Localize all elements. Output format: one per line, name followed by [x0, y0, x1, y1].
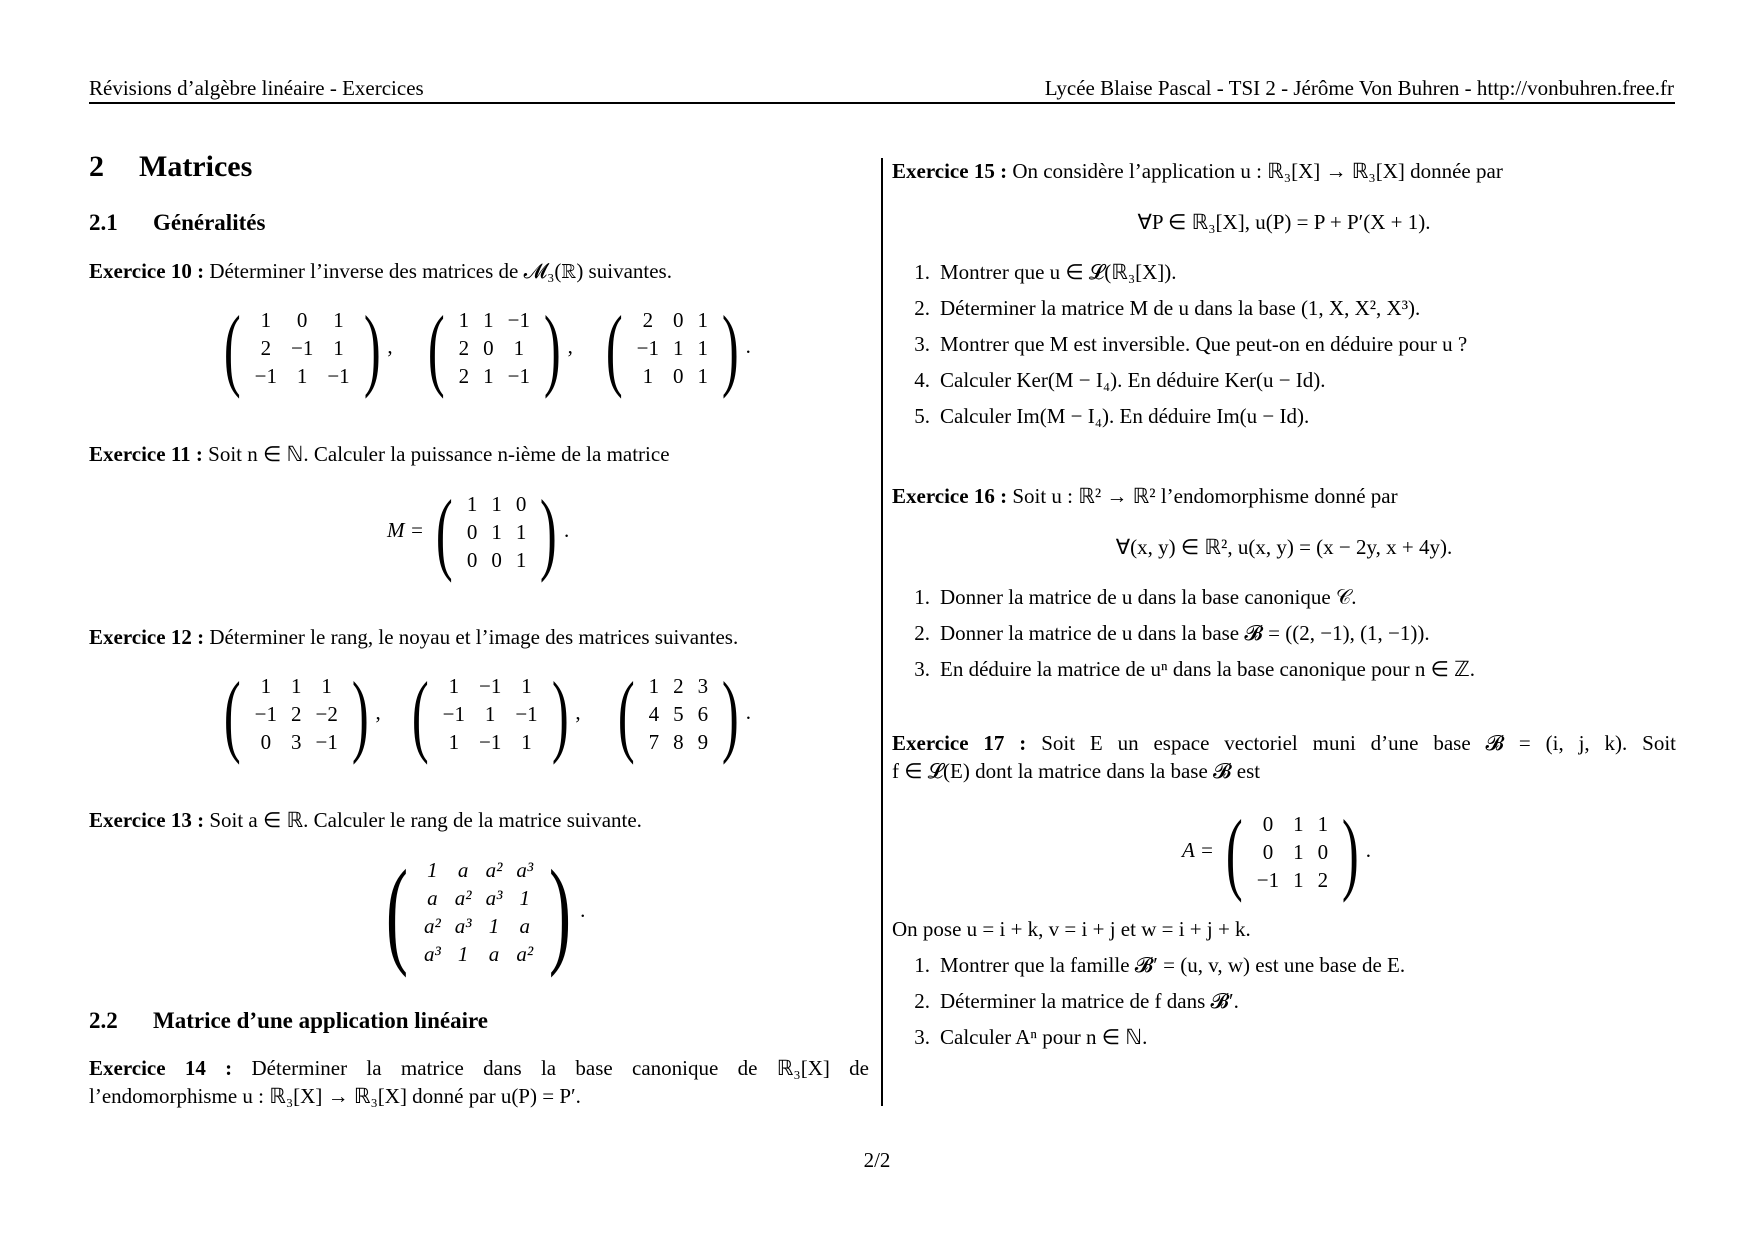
matrix-cell: 1 [697, 307, 708, 332]
matrix-row [248, 728, 345, 756]
matrix-row [436, 700, 545, 728]
matrix-cell: 1 [427, 857, 438, 882]
paren-left: ( [605, 297, 623, 399]
period: . [1365, 837, 1371, 862]
ex15-text: On considère l’application u : ℝ₃[X] → ℝ₃[X] donnée par [1012, 159, 1503, 183]
matrix-cell: −2 [315, 701, 338, 726]
matrix-cell: 1 [491, 519, 502, 544]
paren-right: ) [351, 663, 369, 765]
ex16-item-1: 1. Donner la matrice de u dans la base canonique 𝒞. [914, 585, 1357, 609]
paren-left: ( [617, 663, 635, 765]
paren-left: ( [223, 663, 241, 765]
matrix-cell: −1 [442, 701, 465, 726]
ex17-line2: f ∈ 𝓛(E) dont la matrice dans la base 𝓑 est [892, 759, 1261, 783]
matrix-cell: 1 [515, 519, 527, 544]
ex17-pose: On pose u = i + k, v = i + j et w = i + j + k. [892, 917, 1251, 941]
matrix-cell: 0 [672, 363, 684, 388]
subsection-2-title: Matrice d’une application linéaire [153, 1008, 488, 1033]
ex16-item-3: 3. En déduire la matrice de uⁿ dans la base canonique pour n ∈ ℤ. [914, 657, 1476, 681]
matrix-cell: 0 [466, 547, 478, 572]
page-number: 2/2 [863, 1148, 891, 1172]
matrix-cell: 1 [466, 491, 478, 516]
matrix-cell: 0 [1262, 839, 1274, 864]
matrix-cell: a² [423, 913, 441, 938]
matrix-cell: a² [454, 885, 472, 910]
ex15-list [904, 258, 1467, 430]
matrix-cell: 2 [458, 335, 470, 360]
matrix-row [460, 546, 534, 574]
ex11-lhs: M = [387, 517, 424, 542]
ex15-item-4: 4. Calculer Ker(M − I₄). En déduire Ker(u − Id). [914, 368, 1326, 392]
matrix-row [460, 490, 534, 518]
matrix-cell: a [457, 857, 469, 882]
ex15-formula: ∀P ∈ ℝ₃[X], u(P) = P + P′(X + 1). [1137, 210, 1431, 234]
matrix-cell: 1 [448, 729, 460, 754]
header-rule [89, 102, 1675, 104]
ex16-list [904, 583, 1475, 683]
matrix-row [642, 700, 716, 728]
matrix-cell: 1 [296, 363, 308, 388]
ex14-text-line1: Déterminer la matrice dans la base canonique de ℝ₃[X] de [251, 1056, 870, 1080]
matrix-cell: 0 [515, 491, 527, 516]
ex15-item-3: 3. Montrer que M est inversible. Que peut-on en déduire pour u ? [914, 332, 1468, 356]
matrix-cell: 1 [491, 491, 502, 516]
matrix-cell: 1 [483, 363, 494, 388]
ex10-label: Exercice 10 : [89, 259, 205, 283]
ex10-matrix-2 [421, 297, 573, 399]
section-title [89, 150, 252, 184]
matrix-cell: −1 [1256, 867, 1280, 892]
paren-left: ( [1226, 801, 1243, 903]
matrix-row [248, 306, 357, 334]
matrix-cell: 1 [260, 673, 272, 698]
matrix-row [417, 856, 540, 884]
ex10-statement [89, 257, 672, 285]
matrix-cell: 2 [1317, 867, 1329, 892]
subsection-2 [89, 1008, 488, 1034]
ex12-label: Exercice 12 : [89, 625, 205, 649]
matrix-cell: a² [485, 857, 503, 882]
ex14-line2: l’endomorphisme u : ℝ₃[X] → ℝ₃[X] donné par u(P) = P′. [89, 1084, 581, 1108]
paren-left: ( [436, 481, 453, 583]
matrix-cell: 1 [519, 885, 530, 910]
paren-right: ) [1342, 801, 1359, 903]
paren-right: ) [549, 845, 572, 978]
comma: , [567, 333, 573, 358]
ex17-item-3: 3. Calculer Aⁿ pour n ∈ ℕ. [914, 1025, 1148, 1049]
ex16-statement [892, 482, 1398, 510]
matrix-row [248, 700, 345, 728]
paren-right: ) [722, 663, 739, 765]
ex13-label: Exercice 13 : [89, 808, 205, 832]
matrix-cell: a [427, 885, 438, 910]
matrix-cell: 2 [673, 673, 684, 698]
ex15-item-5: 5. Calculer Im(M − I₄). En déduire Im(u − Id). [914, 404, 1310, 428]
ex13-matrix [377, 845, 586, 978]
matrix-cell: 1 [448, 673, 460, 698]
matrix-row [642, 672, 716, 700]
matrix-cell: 1 [333, 335, 344, 360]
matrix-cell: 1 [697, 363, 708, 388]
section-number: 2 [89, 150, 104, 183]
matrix-cell: 6 [697, 701, 709, 726]
matrix-cell: 0 [466, 519, 478, 544]
matrix-cell: −1 [315, 729, 338, 754]
matrix-row [452, 362, 537, 390]
ex12-statement [89, 623, 738, 651]
ex17-item-2: 2. Déterminer la matrice de f dans 𝓑′. [914, 989, 1239, 1013]
matrix-cell: a³ [516, 857, 534, 882]
period: . [745, 699, 752, 724]
ex15-label: Exercice 15 : [892, 159, 1008, 183]
matrix-cell: −1 [254, 701, 277, 726]
ex14-label: Exercice 14 : [89, 1056, 233, 1080]
paren-right: ) [721, 297, 739, 399]
comma: , [387, 333, 393, 358]
paren-right: ) [543, 297, 561, 399]
ex13-statement [89, 806, 642, 834]
ex17-text-line1: Soit E un espace vectoriel muni d’une base 𝓑 = (i, j, k). Soit [1041, 731, 1677, 755]
paren-left: ( [223, 297, 241, 399]
matrix-cell: 2 [642, 307, 654, 332]
ex15-statement [892, 157, 1503, 185]
matrix-cell: 0 [296, 307, 308, 332]
matrix-cell: 1 [1317, 811, 1329, 836]
matrix-cell: 3 [697, 673, 709, 698]
ex17-lhs: A = [1182, 837, 1214, 862]
ex10-matrix-1 [217, 297, 393, 399]
matrix-cell: 1 [333, 307, 344, 332]
matrix-row [417, 940, 540, 968]
matrix-cell: 1 [488, 913, 500, 938]
matrix-row [630, 334, 715, 362]
matrix-cell: 3 [290, 729, 302, 754]
matrix-cell: 2 [458, 363, 470, 388]
matrix-cell: −1 [290, 335, 314, 360]
matrix-row [452, 334, 537, 362]
ex16-text: Soit u : ℝ² → ℝ² l’endomorphisme donné par [1012, 484, 1398, 508]
matrix-cell: a³ [454, 913, 472, 938]
section-title-text: Matrices [139, 150, 253, 183]
matrix-cell: −1 [515, 701, 538, 726]
matrix-row [630, 306, 715, 334]
subsection-1-number: 2.1 [89, 210, 118, 235]
matrix-cell: −1 [327, 363, 350, 388]
matrix-cell: a [488, 941, 500, 966]
matrix-cell: a² [516, 941, 534, 966]
matrix-row [248, 672, 345, 700]
matrix-cell: 0 [1262, 811, 1274, 836]
matrix-cell: 1 [1293, 811, 1304, 836]
ex15-item-1: 1. Montrer que u ∈ 𝓛(ℝ₃[X]). [914, 260, 1177, 284]
matrix-cell: 1 [672, 335, 684, 360]
matrix-cell: −1 [507, 307, 530, 332]
matrix-cell: −1 [478, 729, 502, 754]
matrix-cell: 1 [642, 363, 654, 388]
matrix-cell: 0 [483, 335, 494, 360]
ex11-text: Soit n ∈ ℕ. Calculer la puissance n-ième de la matrice [208, 442, 670, 466]
matrix-cell: 8 [673, 729, 684, 754]
matrix-cell: 1 [260, 307, 272, 332]
matrix-cell: a [519, 913, 530, 938]
matrix-cell: a³ [423, 941, 441, 966]
ex14-line1 [89, 1054, 869, 1082]
matrix-cell: 1 [697, 335, 708, 360]
matrix-row [248, 334, 357, 362]
matrix-cell: −1 [478, 673, 502, 698]
matrix-cell: 7 [648, 729, 660, 754]
matrix-cell: 0 [491, 547, 502, 572]
ex16-label: Exercice 16 : [892, 484, 1008, 508]
ex15-item-2: 2. Déterminer la matrice M de u dans la base (1, X, X², X³). [914, 296, 1421, 320]
matrix-row [248, 362, 357, 390]
ex12-matrix-3 [611, 663, 752, 765]
period: . [563, 517, 570, 542]
matrix-cell: 1 [1293, 839, 1304, 864]
ex17-line1 [892, 729, 1676, 757]
matrix-row [417, 912, 540, 940]
ex13-text: Soit a ∈ ℝ. Calculer le rang de la matrice suivante. [209, 808, 642, 832]
ex10-text: Déterminer l’inverse des matrices de 𝓜₃(ℝ) suivantes. [209, 259, 672, 283]
header-right: Lycée Blaise Pascal - TSI 2 - Jérôme Von Buhren - http://vonbuhren.free.fr [1044, 76, 1674, 100]
matrix-cell: 1 [515, 547, 527, 572]
matrix-row [417, 884, 540, 912]
paren-right: ) [551, 663, 569, 765]
subsection-2-number: 2.2 [89, 1008, 118, 1033]
matrix-cell: 4 [648, 701, 660, 726]
subsection-1-title: Généralités [153, 210, 266, 235]
paren-left: ( [427, 297, 445, 399]
ex16-item-2: 2. Donner la matrice de u dans la base 𝓑 = ((2, −1), (1, −1)). [914, 621, 1430, 645]
matrix-cell: 0 [672, 307, 684, 332]
matrix-cell: 1 [648, 673, 660, 698]
ex10-matrix-3 [599, 297, 751, 399]
matrix-row [436, 728, 545, 756]
matrix-cell: 1 [290, 673, 302, 698]
matrix-row [1250, 866, 1335, 894]
comma: , [375, 699, 381, 724]
matrix-row [1250, 810, 1335, 838]
matrix-cell: −1 [507, 363, 530, 388]
matrix-cell: 2 [260, 335, 272, 360]
subsection-1 [89, 210, 265, 236]
ex17-item-1: 1. Montrer que la famille 𝓑′ = (u, v, w) est une base de E. [914, 953, 1406, 977]
matrix-cell: 1 [484, 701, 496, 726]
matrix-cell: 0 [1317, 839, 1329, 864]
column-divider [881, 158, 883, 1106]
matrix-row [436, 672, 545, 700]
matrix-cell: 1 [321, 673, 332, 698]
matrix-cell: 1 [521, 729, 532, 754]
ex11-matrix [387, 481, 570, 583]
matrix-cell: 2 [290, 701, 302, 726]
matrix-row [630, 362, 715, 390]
comma: , [575, 699, 581, 724]
period: . [745, 333, 751, 358]
matrix-row [452, 306, 537, 334]
matrix-cell: 1 [458, 307, 470, 332]
header-left: Révisions d’algèbre linéaire - Exercices [89, 76, 424, 100]
period: . [580, 897, 586, 922]
matrix-cell: 1 [1293, 867, 1304, 892]
ex12-text: Déterminer le rang, le noyau et l’image des matrices suivantes. [209, 625, 739, 649]
ex12-matrix-1 [217, 663, 381, 765]
ex16-formula: ∀(x, y) ∈ ℝ², u(x, y) = (x − 2y, x + 4y). [1115, 535, 1453, 559]
ex17-matrix [1182, 801, 1371, 903]
ex17-list [904, 951, 1405, 1051]
ex11-label: Exercice 11 : [89, 442, 203, 466]
matrix-cell: −1 [254, 363, 277, 388]
matrix-row [1250, 838, 1335, 866]
matrix-cell: 1 [521, 673, 532, 698]
matrix-row [460, 518, 534, 546]
matrix-cell: 5 [673, 701, 684, 726]
ex11-statement [89, 440, 670, 468]
matrix-cell: 1 [457, 941, 469, 966]
matrix-cell: 1 [513, 335, 525, 360]
matrix-row [642, 728, 716, 756]
matrix-cell: 0 [260, 729, 272, 754]
paren-right: ) [540, 481, 558, 583]
matrix-cell: 1 [483, 307, 494, 332]
paren-right: ) [363, 297, 381, 399]
paren-left: ( [385, 845, 408, 978]
matrix-cell: a³ [485, 885, 503, 910]
matrix-cell: −1 [636, 335, 659, 360]
ex17-label: Exercice 17 : [892, 731, 1027, 755]
paren-left: ( [411, 663, 429, 765]
ex12-matrix-2 [405, 663, 581, 765]
matrix-cell: 9 [697, 729, 709, 754]
